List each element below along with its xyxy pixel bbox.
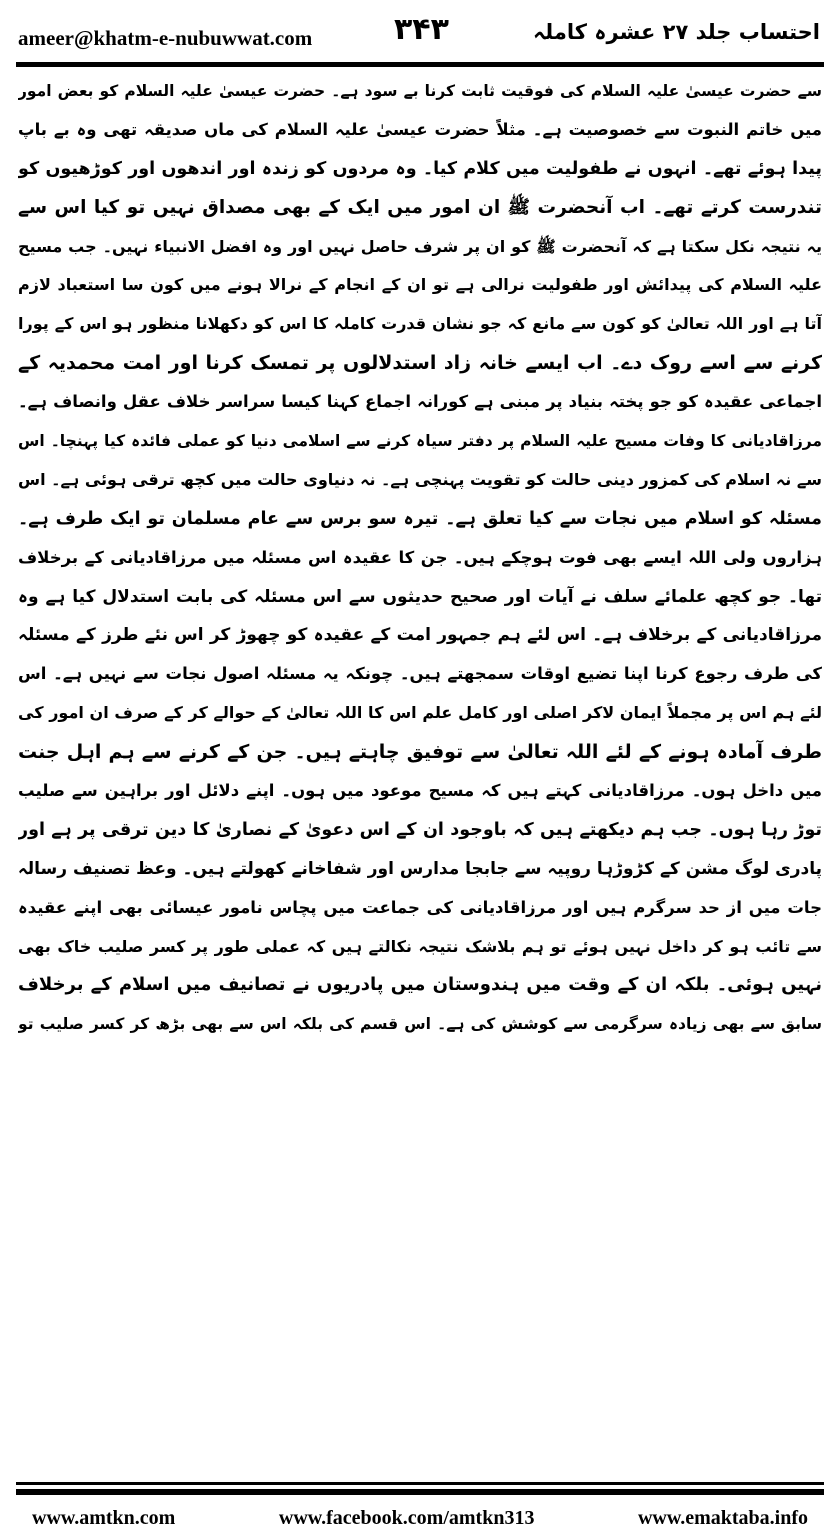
page-number: ۳۴۳ xyxy=(394,12,449,47)
book-title: احتساب جلد ۲۷ عشرہ کاملہ xyxy=(532,20,820,44)
header-email: ameer@khatm-e-nubuwwat.com xyxy=(18,26,313,50)
text-line: سے نہ اسلام کی کمزور دینی حالت کو تقویت پہنچی ہے۔ نہ دنیاوی حالت میں کچھ ترقی ہوئی ہے۔ اس xyxy=(18,469,822,489)
text-line: کی طرف رجوع کرنا اپنا تضیع اوقات سمجھتے ہیں۔ چونکہ یہ مسئلہ اصول نجات سے نہیں ہے۔ اس xyxy=(18,664,822,684)
header-rule xyxy=(16,62,824,67)
text-line: مرزاقادیانی کے برخلاف ہے۔ اس لئے ہم جمہور امت کے عقیدہ کو چھوڑ کر اس نئے طرز کے مسئلہ xyxy=(18,625,822,646)
text-line: میں داخل ہوں۔ مرزاقادیانی کہتے ہیں کہ مسیح موعود میں ہوں۔ اپنے دلائل اور براہین سے صلیب xyxy=(18,781,822,801)
footer-rule-thin xyxy=(16,1482,824,1485)
text-line: لئے ہم اس پر مجملاً ایمان لاکر اصلی اور کامل علم اس کا اللہ تعالیٰ کے حوالے کر کے صرف ان امور کی xyxy=(18,703,822,723)
text-line: کرنے سے اسے روک دے۔ اب ایسے خانہ زاد استدلالوں پر تمسک کرنا اور امت محمدیہ کے xyxy=(18,352,822,375)
page-footer xyxy=(16,1500,824,1536)
text-line: سے حضرت عیسیٰ علیہ السلام کی فوقیت ثابت کرنا بے سود ہے۔ حضرت عیسیٰ علیہ السلام کو بعض امور xyxy=(18,82,822,100)
text-line: علیہ السلام کی پیدائش اور طفولیت نرالی ہے تو ان کے انجام کے نرالا ہونے میں کون سا استعباد لازم xyxy=(18,275,822,295)
text-line: مسئلہ کو اسلام میں نجات سے کیا تعلق ہے۔ تیرہ سو برس سے عام مسلمان تو ایک طرف ہے۔ xyxy=(18,508,822,529)
text-line: سے تائب ہو کر داخل نہیں ہوئے تو ہم بلاشک نتیجہ نکالتے ہیں کہ عملی طور پر کسر صلیب خاک بھی xyxy=(18,936,822,956)
text-line: اجماعی عقیدہ کو جو پختہ بنیاد پر مبنی ہے کورانہ اجماع کہنا کیسا سراسر خلاف عقل وانصاف ہے۔ xyxy=(18,392,822,412)
footer-rule-thick xyxy=(16,1489,824,1495)
text-line: پیدا ہوئے تھے۔ انہوں نے طفولیت میں کلام کیا۔ وہ مردوں کو زندہ اور اندھوں اور کوڑھیوں کو xyxy=(18,158,822,179)
text-line: توڑ رہا ہوں۔ جب ہم دیکھتے ہیں کہ باوجود ان کے اس دعویٰ کے نصاریٰ کا دین ترقی پر ہے اور xyxy=(18,819,822,840)
footer-link-emaktaba[interactable]: www.emaktaba.info xyxy=(637,1506,808,1529)
footer-link-facebook[interactable]: www.facebook.com/amtkn313 xyxy=(278,1506,535,1529)
text-line: میں خاتم النبوت سے خصوصیت ہے۔ مثلاً حضرت عیسیٰ علیہ السلام کی ماں صدیقہ تھی وہ بے باپ xyxy=(18,119,822,139)
text-line: طرف آمادہ ہونے کے لئے اللہ تعالیٰ سے توفیق چاہتے ہیں۔ جن کے کرنے سے ہم اہل جنت xyxy=(18,741,822,764)
text-line: یہ نتیجہ نکل سکتا ہے کہ آنحضرت ﷺ کو ان پر شرف حاصل نہیں اور وہ افضل الانبیاء نہیں۔ جب مسیح xyxy=(18,236,822,256)
text-line: نہیں ہوئی۔ بلکہ ان کے وقت میں ہندوستان میں پادریوں نے تصانیف میں اسلام کے برخلاف xyxy=(18,974,822,996)
text-line: مرزاقادیانی کا وفات مسیح علیہ السلام پر دفتر سیاہ کرنے سے اسلامی دنیا کو عملی فائدہ کیا پہنچا۔ اس xyxy=(18,432,822,451)
page-body xyxy=(18,72,822,1472)
text-line: تھا۔ جو کچھ علمائے سلف نے آیات اور صحیح حدیثوں سے اس مسئلہ کی بابت استدلال کیا ہے وہ xyxy=(18,586,822,607)
page-header xyxy=(16,8,824,58)
text-line: جات میں از حد سرگرم ہیں اور مرزاقادیانی کی جماعت میں پچاس نامور عیسائی بھی اپنے عقیدہ xyxy=(18,897,822,917)
text-line: ہزاروں ولی اللہ ایسے بھی فوت ہوچکے ہیں۔ جن کا عقیدہ اس مسئلہ میں مرزاقادیانی کے برخلاف xyxy=(18,547,822,567)
text-line: سابق سے بھی زیادہ سرگرمی سے کوشش کی ہے۔ اس قسم کی بلکہ اس سے بھی بڑھ کر کسر صلیب تو xyxy=(18,1015,822,1034)
text-line: آتا ہے اور اللہ تعالیٰ کو کون سے مانع کہ جو نشان قدرت کاملہ کا اس کو دکھلانا منظور ہو اس کے پورا xyxy=(18,314,822,334)
text-line: تندرست کرتے تھے۔ اب آنحضرت ﷺ ان امور میں ایک کے بھی مصداق نہیں تو کیا اس سے xyxy=(18,196,822,218)
footer-link-amtkn[interactable]: www.amtkn.com xyxy=(32,1506,176,1529)
text-line: پادری لوگ مشن کے کڑوڑہا روپیہ سے جابجا مدارس اور شفاخانے کھولتے ہیں۔ وعظ تصنیف رسالہ xyxy=(18,858,822,879)
